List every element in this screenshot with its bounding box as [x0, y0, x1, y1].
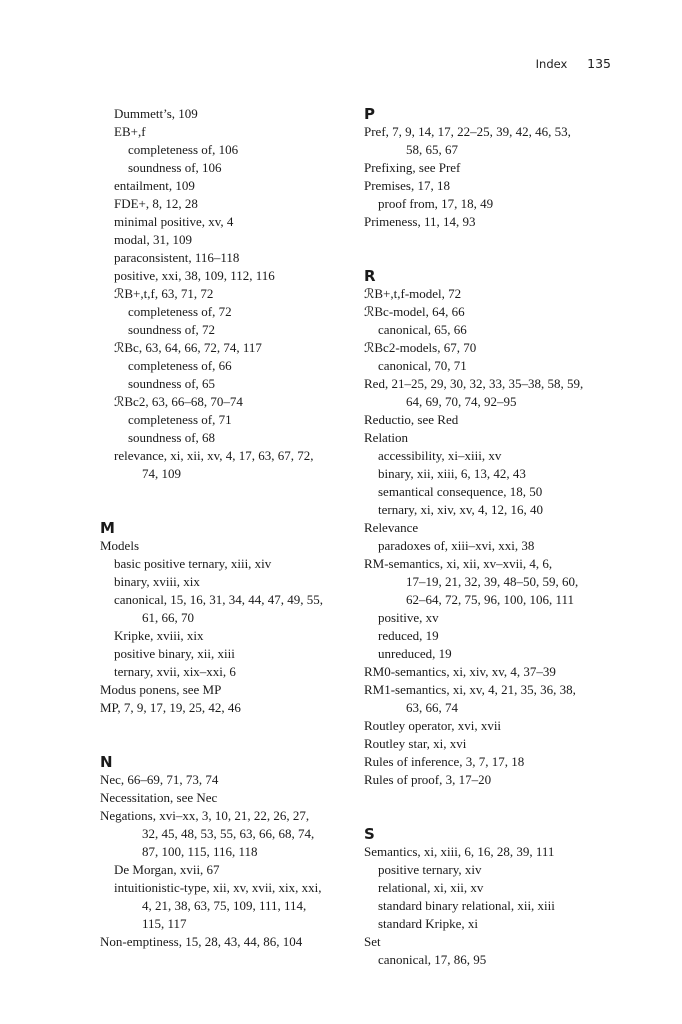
index-entry: Relation — [364, 430, 409, 445]
section-heading-p: P — [364, 105, 375, 123]
index-entry: RM1-semantics, xi, xv, 4, 21, 35, 36, 38, — [364, 682, 576, 697]
index-entry: entailment, 109 — [114, 178, 195, 193]
index-entry: FDE+, 8, 12, 28 — [114, 196, 198, 211]
index-entry: ℛBc, 63, 64, 66, 72, 74, 117 — [114, 340, 262, 355]
index-entry: 58, 65, 67 — [406, 142, 458, 157]
index-entry: Pref, 7, 9, 14, 17, 22–25, 39, 42, 46, 53, — [364, 124, 571, 139]
index-entry: De Morgan, xvii, 67 — [114, 862, 220, 877]
index-entry: Relevance — [364, 520, 419, 535]
index-section-n — [100, 771, 355, 951]
index-entry: Rules of inference, 3, 7, 17, 18 — [364, 754, 525, 769]
index-entry: ℛB+,t,f-model, 72 — [364, 286, 462, 301]
index-entry: 74, 109 — [142, 466, 181, 481]
index-entry: canonical, 70, 71 — [378, 358, 467, 373]
index-entry: 64, 69, 70, 74, 92–95 — [406, 394, 517, 409]
index-entry: positive ternary, xiv — [378, 862, 482, 877]
index-entry: binary, xviii, xix — [114, 574, 200, 589]
index-entry: positive, xv — [378, 610, 439, 625]
index-entry: Models — [100, 538, 139, 553]
index-entry: Modus ponens, see MP — [100, 682, 222, 697]
index-entry: minimal positive, xv, 4 — [114, 214, 234, 229]
index-entry: 87, 100, 115, 116, 118 — [142, 844, 258, 859]
running-head — [536, 56, 611, 71]
index-entry: basic positive ternary, xiii, xiv — [114, 556, 272, 571]
index-entry: Necessitation, see Nec — [100, 790, 218, 805]
index-entry: completeness of, 106 — [128, 142, 239, 157]
index-entry: modal, 31, 109 — [114, 232, 192, 247]
index-entry: Dummett’s, 109 — [114, 106, 198, 121]
index-entry: 61, 66, 70 — [142, 610, 194, 625]
index-column-right — [364, 105, 614, 969]
index-entry: semantical consequence, 18, 50 — [378, 484, 543, 499]
index-entry: completeness of, 72 — [128, 304, 232, 319]
index-entry: Negations, xvi–xx, 3, 10, 21, 22, 26, 27, — [100, 808, 310, 823]
index-entry: relational, xi, xii, xv — [378, 880, 484, 895]
section-heading-s: S — [364, 825, 375, 843]
index-entry: Nec, 66–69, 71, 73, 74 — [100, 772, 219, 787]
index-entry: ℛBc2-models, 67, 70 — [364, 340, 477, 355]
index-section-m — [100, 537, 355, 717]
index-entry: Prefixing, see Pref — [364, 160, 461, 175]
index-entry: intuitionistic-type, xii, xv, xvii, xix, xxi, — [114, 880, 322, 895]
index-entry: accessibility, xi–xiii, xv — [378, 448, 502, 463]
index-entry: proof from, 17, 18, 49 — [378, 196, 494, 211]
index-entry: MP, 7, 9, 17, 19, 25, 42, 46 — [100, 700, 241, 715]
index-entry: 17–19, 21, 32, 39, 48–50, 59, 60, — [406, 574, 579, 589]
index-entry: standard binary relational, xii, xiii — [378, 898, 555, 913]
index-entry: 62–64, 72, 75, 96, 100, 106, 111 — [406, 592, 575, 607]
index-entry: soundness of, 106 — [128, 160, 222, 175]
index-entry: canonical, 17, 86, 95 — [378, 952, 487, 967]
index-entry: canonical, 65, 66 — [378, 322, 467, 337]
index-entry: 115, 117 — [142, 916, 187, 931]
index-entry: ternary, xvii, xix–xxi, 6 — [114, 664, 236, 679]
index-entry: binary, xii, xiii, 6, 13, 42, 43 — [378, 466, 526, 481]
index-section-r — [364, 285, 614, 789]
index-entry: paradoxes of, xiii–xvi, xxi, 38 — [378, 538, 535, 553]
index-entry: unreduced, 19 — [378, 646, 452, 661]
index-section-p — [364, 123, 614, 231]
index-entry: reduced, 19 — [378, 628, 439, 643]
index-entry: ℛBc2, 63, 66–68, 70–74 — [114, 394, 243, 409]
index-entry: soundness of, 68 — [128, 430, 216, 445]
index-entry: Set — [364, 934, 381, 949]
index-entry: EB+,f — [114, 124, 146, 139]
index-entry: Primeness, 11, 14, 93 — [364, 214, 476, 229]
section-heading-r: R — [364, 267, 376, 285]
index-entry: Routley operator, xvi, xvii — [364, 718, 502, 733]
index-entry: Semantics, xi, xiii, 6, 16, 28, 39, 111 — [364, 844, 555, 859]
index-continuation — [100, 105, 355, 483]
index-entry: Routley star, xi, xvi — [364, 736, 467, 751]
index-entry: positive binary, xii, xiii — [114, 646, 235, 661]
index-entry: 32, 45, 48, 53, 55, 63, 66, 68, 74, — [142, 826, 315, 841]
index-entry: Reductio, see Red — [364, 412, 459, 427]
index-entry: soundness of, 72 — [128, 322, 216, 337]
index-entry: Non-emptiness, 15, 28, 43, 44, 86, 104 — [100, 934, 303, 949]
index-entry: 63, 66, 74 — [406, 700, 458, 715]
section-heading-n: N — [100, 753, 113, 771]
index-entry: Rules of proof, 3, 17–20 — [364, 772, 492, 787]
index-entry: paraconsistent, 116–118 — [114, 250, 240, 265]
index-entry: completeness of, 71 — [128, 412, 232, 427]
index-entry: Red, 21–25, 29, 30, 32, 33, 35–38, 58, 59, — [364, 376, 584, 391]
running-head-title: Index — [535, 57, 568, 71]
index-entry: RM-semantics, xi, xii, xv–xvii, 4, 6, — [364, 556, 553, 571]
section-heading-m: M — [100, 519, 115, 537]
index-section-s — [364, 843, 614, 969]
index-entry: Premises, 17, 18 — [364, 178, 450, 193]
index-entry: Kripke, xviii, xix — [114, 628, 204, 643]
index-column-left — [100, 105, 355, 951]
index-entry: canonical, 15, 16, 31, 34, 44, 47, 49, 55, — [114, 592, 324, 607]
index-entry: 4, 21, 38, 63, 75, 109, 111, 114, — [142, 898, 307, 913]
index-entry: soundness of, 65 — [128, 376, 216, 391]
index-entry: positive, xxi, 38, 109, 112, 116 — [114, 268, 275, 283]
index-entry: ternary, xi, xiv, xv, 4, 12, 16, 40 — [378, 502, 544, 517]
index-entry: completeness of, 66 — [128, 358, 232, 373]
index-entry: RM0-semantics, xi, xiv, xv, 4, 37–39 — [364, 664, 556, 679]
page-number: 135 — [587, 56, 611, 71]
index-entry: standard Kripke, xi — [378, 916, 479, 931]
index-entry: relevance, xi, xii, xv, 4, 17, 63, 67, 72, — [114, 448, 314, 463]
index-entry: ℛB+,t,f, 63, 71, 72 — [114, 286, 214, 301]
index-entry: ℛBc-model, 64, 66 — [364, 304, 465, 319]
